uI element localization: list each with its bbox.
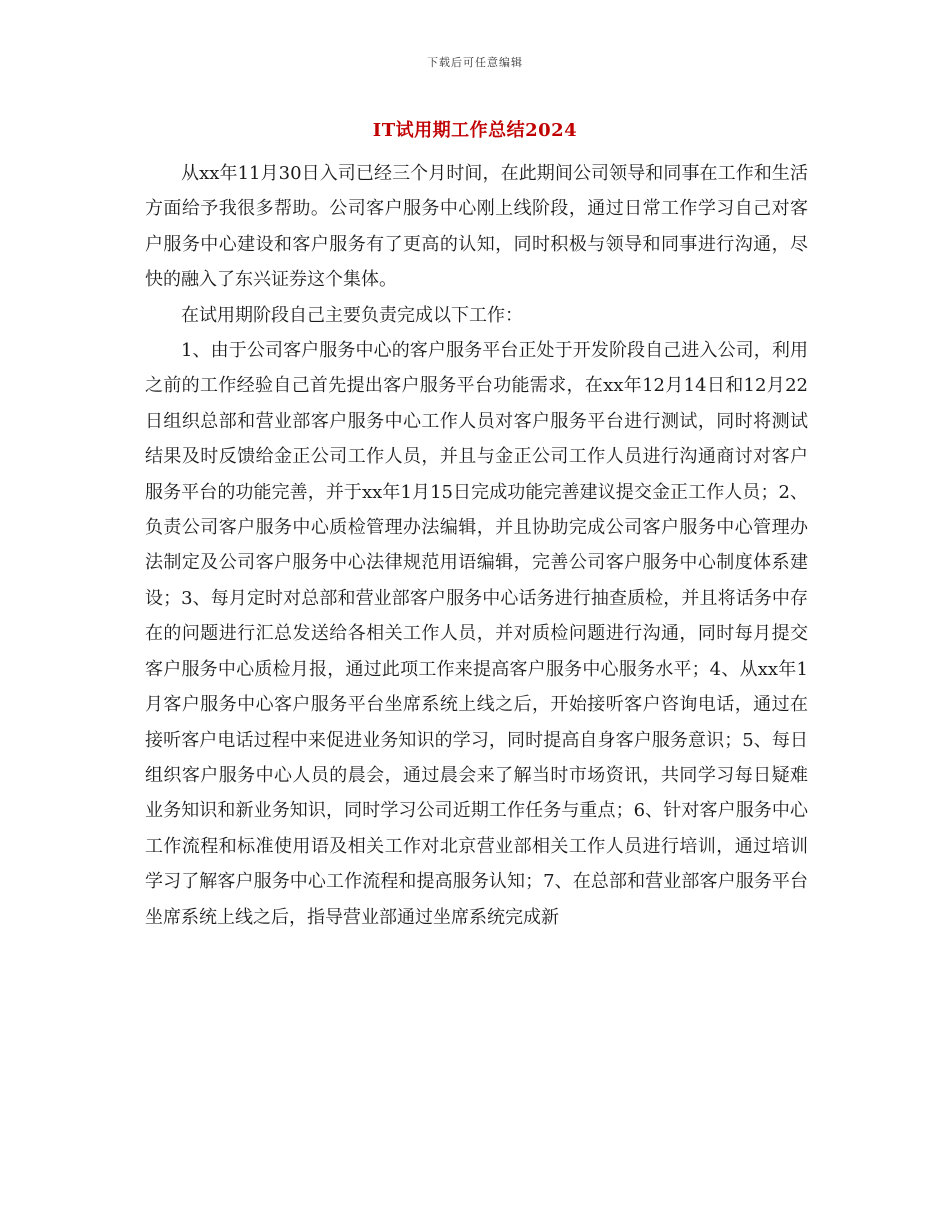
header-note: 下载后可任意编辑 [427,56,523,69]
paragraph-work-heading: 在试用期阶段自己主要负责完成以下工作： [181,304,523,326]
paragraph-intro: 从xx年11月30日入司已经三个月时间，在此期间公司领导和同事在工作和生活方面给予我很多帮助。公司客户服务中心刚上线阶段，通过日常工作学习自己对客户服务中心建设和客户服务有了更高的认知，同时积极与领导和同事进行沟通，尽快的融入了东兴证券这个集体。 [145,163,808,291]
document-title: IT试用期工作总结2024 [372,120,578,141]
document-body [145,156,808,935]
paragraph-work-items: 1、由于公司客户服务中心的客户服务平台正处于开发阶段自己进入公司，利用之前的工作经验自己首先提出客户服务平台功能需求，在xx年12月14日和12月22日组织总部和营业部客户服务中心工作人员对客户服务平台进行测试，同时将测试结果及时反馈给金正公司工作人员，并且与金正公司工作人员进行沟通商讨对客户服务平台的功能完善，并于xx年1月15日完成功能完善建议提交金正工作人员；2、负责公司客户服务中心质检管理办法编辑，并且协助完成公司客户服务中心管理办法制定及公司客户服务中心法律规范用语编辑，完善公司客户服务中心制度体系建设；3、每月定时对总部和营业部客户服务中心话务进行抽查质检，并且将话务中存在的问题进行汇总发送给各相关工作人员，并对质检问题进行沟通，同时每月提交客户服务中心质检月报，通过此项工作来提高客户服务中心服务水平；4、从xx年1月客户服务中心客户服务平台坐席系统上线之后，开始接听客户咨询电话，通过在接听客户电话过程中来促进业务知识的学习，同时提高自身客户服务意识；5、每日组织客户服务中心人员的晨会，通过晨会来了解当时市场资讯，共同学习每日疑难业务知识和新业务知识，同时学习公司近期工作任务与重点；6、针对客户服务中心工作流程和标准使用语及相关工作对北京营业部相关工作人员进行培训，通过培训学习了解客户服务中心工作流程和提高服务认知；7、在总部和营业部客户服务平台坐席系统上线之后，指导营业部通过坐席系统完成新 [145,340,808,928]
